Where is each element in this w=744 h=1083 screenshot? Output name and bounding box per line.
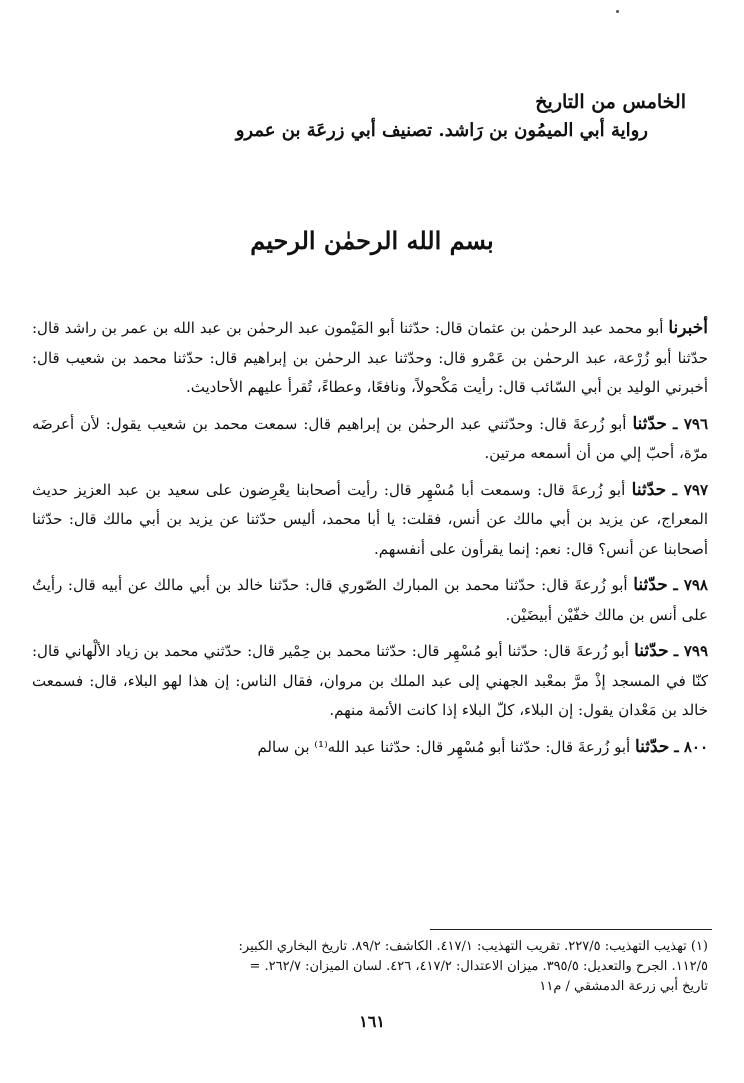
entry-lead-word: حدّثنا [631,479,667,500]
entry-text: أبو زُرعةَ قال: حدّثنا محمد بن المبارك الصّوري قال: حدّثنا خالد بن أبي مالك عن أبيه قال: رأيتُ على أنس بن مالك خفّيْن أبيضَيْن. [32,576,708,624]
book-signature-line: تاريخ أبي زرعة الدمشقي / م١١ [539,979,708,994]
entry-797 [32,476,708,565]
entry-lead-word: حدّثنا [634,641,669,661]
main-text [32,314,708,769]
entry-number: ٧٩٦ ـ [672,414,708,433]
entry-number: ٧٩٧ ـ [672,480,708,499]
entry-lead-word: حدّثنا [633,575,668,595]
entry-number: ٨٠٠ ـ [674,737,708,756]
entry-text: أبو زُرعةَ قال: وسمعت أبا مُسْهِر قال: رأيت أصحابنا يعْرِضون على سعيد بن عبد العزيز حديث المعراج، عن يزيد بن أبي مالك عن أنس، فقلت: يا أبا محمد، أليس حدّثنا عن يزيد بن أبي مالك قال: حدّثنا أصحابنا عن أنس؟ قال: نعم: إنما يقرأون على أنفسهم. [32,480,708,558]
entry-799 [32,637,708,726]
scan-speck [616,10,619,13]
entry-lead-word: حدّثنا [634,736,670,757]
header-part-title: الخامس من التاريخ [535,91,686,113]
footnote-separator [430,929,712,930]
entry-796 [32,410,708,469]
entry-intro [32,314,708,403]
entry-text: أبو زُرعةَ قال: وحدّثني عبد الرحمٰن بن إبراهيم قال: سمعت محمد بن شعيب يقول: لأن أعرضَه مرّة، أحبّ إلي من أن أسمعه مرتين. [32,414,708,462]
entry-number: ٧٩٩ ـ [673,642,708,660]
entry-800 [32,733,708,763]
footnotes [24,937,708,997]
footnote-line: (١) تهذيب التهذيب: ٢٢٧/٥. تقريب التهذيب: ٤١٧/١. الكاشف: ٨٩/٢. تاريخ البخاري الكبير: [238,939,708,954]
entry-text: أبو محمد عبد الرحمٰن بن عثمان قال: حدّثنا أبو المَيْمون عبد الرحمٰن بن عبد الله بن عمر بن راشد قال: حدّثنا أبو زُرْعة، عبد الرحمٰن بن عَمْرو قال: وحدّثنا عبد الرحمٰن بن إبراهيم قال: حدّثنا محمد بن شعيب قال: أخبرني الوليد بن أبي السّائب قال: رأيت مَكْحولاً، ونافعًا، وعطاءً، تُقرأ عليهم الأحاديث. [32,319,708,396]
basmala: بسم الله الرحمٰن الرحيم [250,226,494,255]
footnote-line: ١١٢/٥. الجرح والتعديل: ٣٩٥/٥. ميزان الاعتدال: ٤١٧/٢، ٤٢٦. لسان الميزان: ٢٦٢/٧. = [249,959,708,974]
entry-798 [32,571,708,630]
running-header [46,88,686,146]
entry-number: ٧٩٨ ـ [673,576,708,594]
entry-text: أبو زُرعةَ قال: حدّثنا أبو مُسْهِر قال: حدّثنا عبد الله⁽¹⁾ بن سالم [257,737,635,756]
entry-text: أبو زُرعةَ قال: حدّثنا أبو مُسْهِر قال: حدّثنا محمد بن حِمْير قال: حدّثني محمد بن زياد الألْهاني قال: كنّا في المسجد إذْ مرَّ بمعْبد الجهني إلى عبد الملك بن مروان، فقال الناس: إن هذا لهو البلاء، قال: فسمعت خالد بن مَعْدان يقول: إن البلاء، كلّ البلاء إذا كانت الأئمة منهم. [32,642,708,719]
entry-lead-word: أخبرنا [668,318,708,338]
header-narration-line: رواية أبي الميمُون بن رَاشد. تصنيف أبي زرعَة بن عمرو [235,120,648,141]
page-number: ١٦١ [359,1012,385,1031]
entry-lead-word: حدّثنا [632,413,667,434]
